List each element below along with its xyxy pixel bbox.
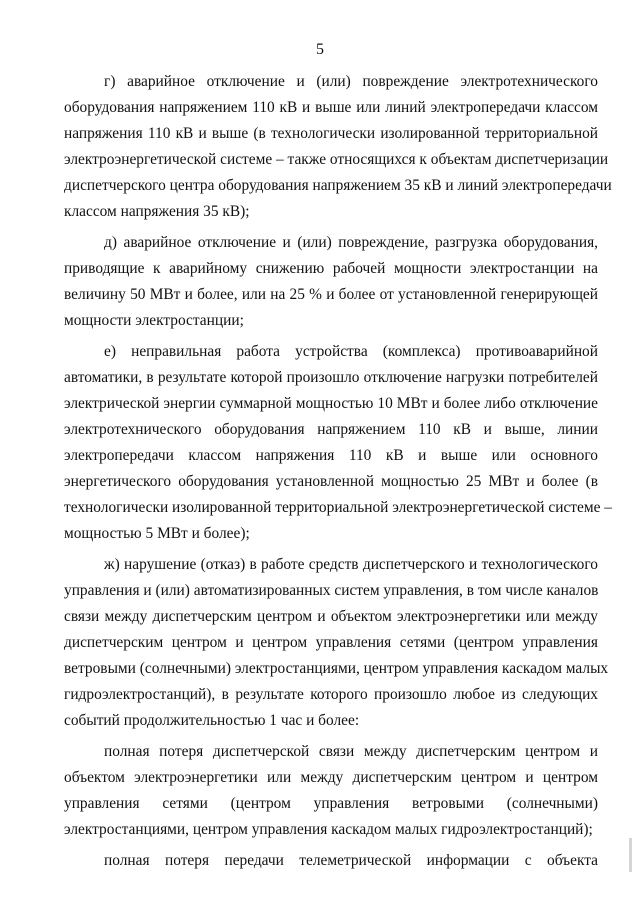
text-line: электрической энергии суммарной мощностью 10 МВт и более либо отключение (64, 395, 598, 412)
scan-edge-mark (629, 838, 632, 872)
text-line: автоматики, в результате которой произошло отключение нагрузки потребителей (64, 369, 598, 386)
text-line: объектом электроэнергетики или между диспетчерским центром и центром (64, 769, 598, 786)
text-line: мощностью 5 МВт и более); (64, 525, 250, 542)
text-line: полная потеря диспетчерской связи между диспетчерским центром и (104, 743, 598, 760)
text-line: энергетического оборудования установленной мощностью 25 МВт и более (в (64, 473, 598, 490)
text-line: электротехнического оборудования напряжением 110 кВ и выше, линии (64, 421, 598, 438)
text-line: мощности электростанции; (64, 312, 244, 329)
paragraph-d (64, 230, 598, 334)
text-line: электроэнергетической системе – также относящихся к объектам диспетчеризации (64, 151, 609, 168)
text-line: электропередачи классом напряжения 110 кВ и выше или основного (64, 447, 598, 464)
text-line: управления и (или) автоматизированных систем управления, в том числе каналов (64, 582, 599, 599)
text-line: диспетчерским центром и центром управления сетями (центром управления (64, 634, 598, 651)
paragraph-e (64, 339, 612, 547)
text-line: связи между диспетчерским центром и объектом электроэнергетики или между (64, 608, 598, 625)
text-line: классом напряжения 35 кВ); (64, 203, 250, 220)
page-number: 5 (316, 41, 324, 58)
paragraph-zh (64, 552, 609, 734)
paragraph-telemetry-loss (64, 848, 598, 874)
text-line: управления сетями (центром управления ветровыми (солнечными) (64, 795, 598, 812)
text-line: электростанциями, центром управления каскадом малых гидроэлектростанций); (64, 821, 593, 838)
text-line: ж) нарушение (отказ) в работе средств диспетчерского и технологического (104, 556, 598, 573)
paragraph-dispatch-loss (64, 739, 598, 843)
paragraph-g (64, 69, 612, 225)
text-line: величину 50 МВт и более, или на 25 % и более от установленной генерирующей (64, 286, 598, 303)
text-line: гидроэлектростанций), в результате которого произошло любое из следующих (64, 686, 598, 703)
document-body (64, 69, 612, 874)
text-line: приводящие к аварийному снижению рабочей мощности электростанции на (64, 260, 598, 277)
text-line: оборудования напряжением 110 кВ и выше или линий электропередачи классом (64, 99, 598, 116)
text-line: технологически изолированной территориальной электроэнергетической системе – (64, 499, 612, 516)
text-line: г) аварийное отключение и (или) повреждение электротехнического (104, 73, 598, 90)
text-line: диспетчерского центра оборудования напряжением 35 кВ и линий электропередачи (64, 177, 612, 194)
text-line: напряжения 110 кВ и выше (в технологически изолированной территориальной (64, 125, 598, 142)
text-line: е) неправильная работа устройства (комплекса) противоаварийной (104, 343, 598, 360)
text-line: полная потеря передачи телеметрической информации с объекта (104, 852, 598, 869)
text-line: событий продолжительностью 1 час и более: (64, 712, 360, 729)
text-line: ветровыми (солнечными) электростанциями, центром управления каскадом малых (64, 660, 609, 677)
text-line: д) аварийное отключение и (или) повреждение, разгрузка оборудования, (104, 234, 598, 251)
